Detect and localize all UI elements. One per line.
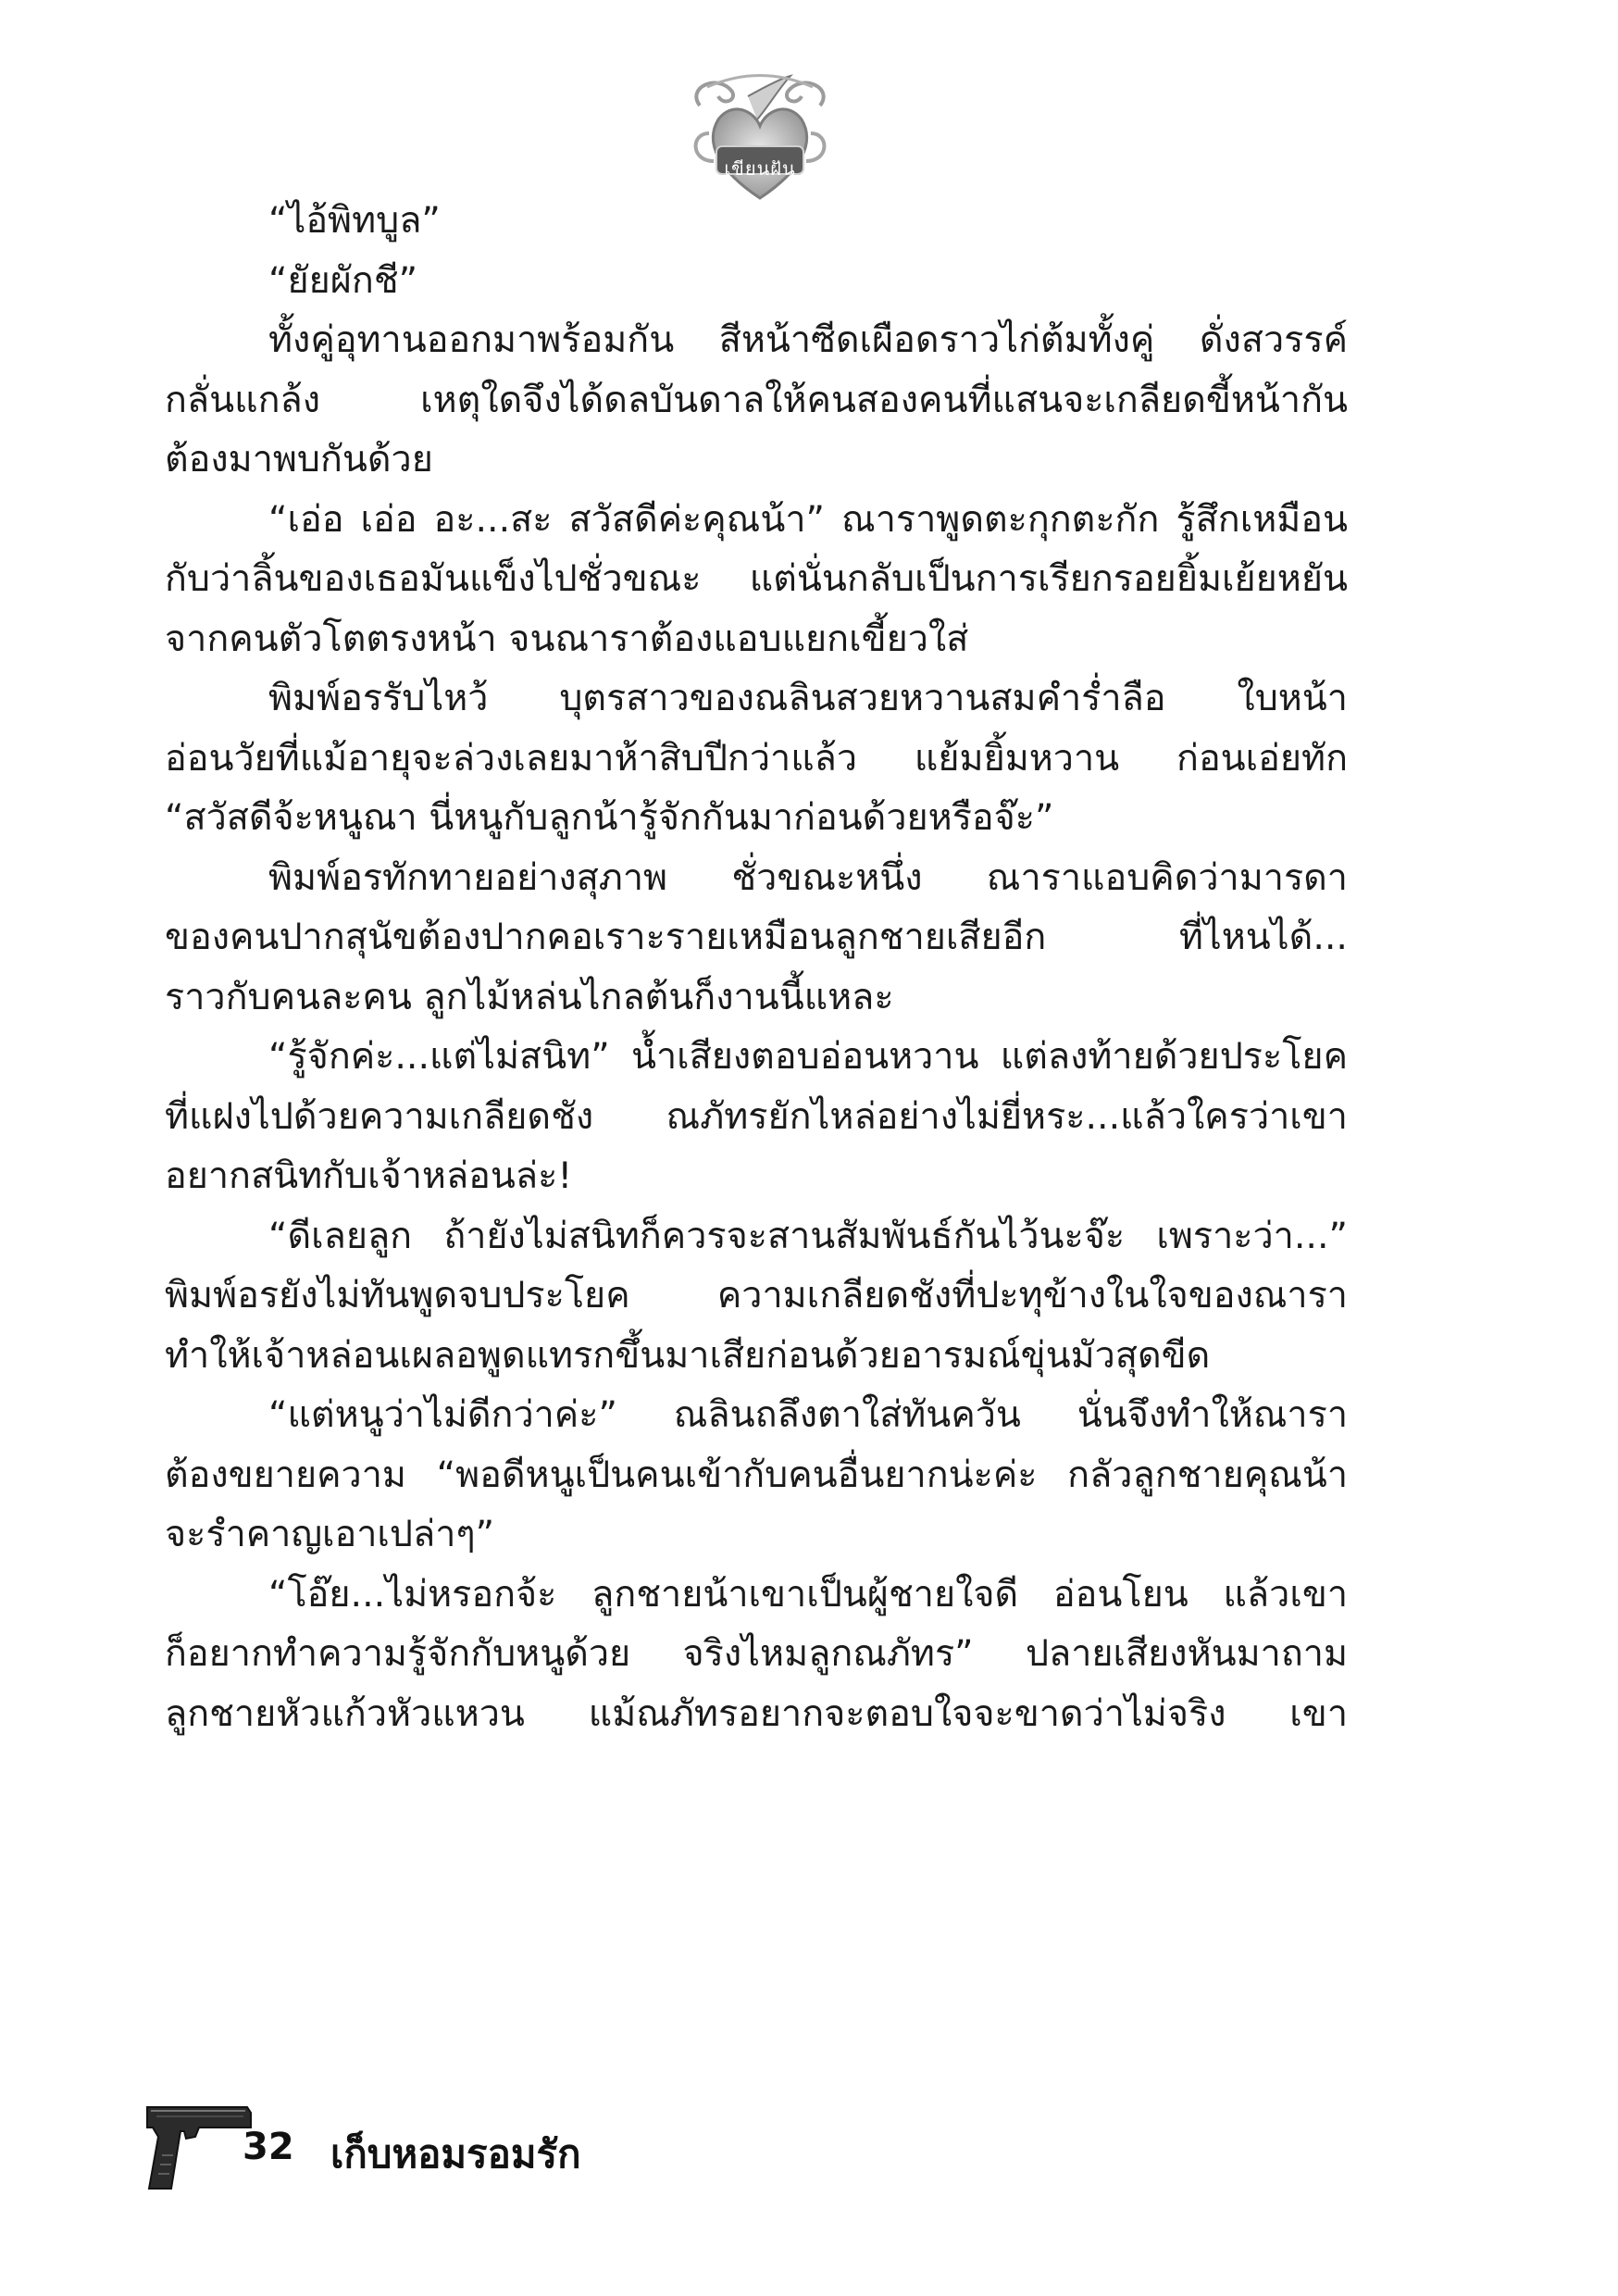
text-line: “โอ๊ย...ไม่หรอกจ้ะ ลูกชายน้าเขาเป็นผู้ชายใจดี อ่อนโยน แล้วเขา (268, 1572, 1348, 1616)
text-line: กลั่นแกล้ง เหตุใดจึงได้ดลบันดาลให้คนสองคนที่แสนจะเกลียดขี้หน้ากัน (165, 378, 1348, 421)
text-line: “แต่หนูว่าไม่ดีกว่าค่ะ” ณลินถลึงตาใส่ทันควัน นั่นจึงทำให้ณารา (268, 1393, 1348, 1436)
text-line: ทำให้เจ้าหล่อนเผลอพูดแทรกขึ้นมาเสียก่อนด้วยอารมณ์ขุ่นมัวสุดขีด (165, 1333, 1211, 1377)
ornament-icon (681, 69, 839, 206)
page-number: 32 (243, 2126, 294, 2168)
text-line: ต้องขยายความ “พอดีหนูเป็นคนเข้ากับคนอื่นยากน่ะค่ะ กลัวลูกชายคุณน้า (165, 1453, 1348, 1496)
text-line: พิมพ์อรทักทายอย่างสุภาพ ชั่วขณะหนึ่ง ณาราแอบคิดว่ามารดา (268, 855, 1348, 899)
text-line: “ไอ้พิทบูล” (268, 199, 441, 242)
body-text (165, 191, 1348, 1743)
text-line: จากคนตัวโตตรงหน้า จนณาราต้องแอบแยกเขี้ยวใส่ (165, 617, 969, 660)
text-line: ลูกชายหัวแก้วหัวแหวน แม้ณภัทรอยากจะตอบใจจะขาดว่าไม่จริง เขา (165, 1691, 1348, 1735)
text-line: “ยัยผักชี” (268, 258, 418, 302)
text-line: กับว่าลิ้นของเธอมันแข็งไปชั่วขณะ แต่นั่นกลับเป็นการเรียกรอยยิ้มเย้ยหยัน (165, 557, 1348, 600)
text-line: จะรำคาญเอาเปล่าๆ” (165, 1513, 495, 1555)
text-line: อ่อนวัยที่แม้อายุจะล่วงเลยมาห้าสิบปีกว่าแล้ว แย้มยิ้มหวาน ก่อนเอ่ยทัก (165, 736, 1348, 780)
text-line: พิมพ์อรยังไม่ทันพูดจบประโยค ความเกลียดชังที่ปะทุข้างในใจของณารา (165, 1274, 1348, 1316)
logo-text: เขียนฝัน (724, 157, 796, 180)
text-line: “รู้จักค่ะ...แต่ไม่สนิท” น้ำเสียงตอบอ่อนหวาน แต่ลงท้ายด้วยประโยค (268, 1035, 1348, 1078)
text-line: พิมพ์อรรับไหว้ บุตรสาวของณลินสวยหวานสมคำร่ำลือ ใบหน้า (268, 677, 1348, 719)
text-line: “ดีเลยลูก ถ้ายังไม่สนิทก็ควรจะสานสัมพันธ์กันไว้นะจ๊ะ เพราะว่า...” (268, 1214, 1348, 1257)
book-title: เก็บหอมรอมรัก (330, 2131, 581, 2177)
text-line: ก็อยากทำความรู้จักกับหนูด้วย จริงไหมลูกณภัทร” ปลายเสียงหันมาถาม (165, 1632, 1348, 1675)
pistol-icon (143, 2100, 255, 2192)
page-footer (143, 2100, 884, 2211)
text-line: ของคนปากสุนัขต้องปากคอเราะรายเหมือนลูกชายเสียอีก ที่ไหนได้... (165, 916, 1348, 958)
text-line: ทั้งคู่อุทานออกมาพร้อมกัน สีหน้าซีดเผือดราวไก่ต้มทั้งคู่ ดั่งสวรรค์ (268, 318, 1348, 361)
publisher-logo (681, 69, 839, 206)
text-line: ราวกับคนละคน ลูกไม้หล่นไกลต้นก็งานนี้แหละ (165, 975, 894, 1018)
text-line: อยากสนิทกับเจ้าหล่อนล่ะ! (165, 1154, 573, 1197)
text-line: ที่แฝงไปด้วยความเกลียดชัง ณภัทรยักไหล่อย่างไม่ยี่หระ...แล้วใครว่าเขา (165, 1094, 1348, 1138)
text-line: “สวัสดีจ้ะหนูณา นี่หนูกับลูกน้ารู้จักกันมาก่อนด้วยหรือจ๊ะ” (165, 796, 1054, 839)
text-line: ต้องมาพบกันด้วย (165, 438, 433, 480)
text-line: “เอ่อ เอ่อ อะ...สะ สวัสดีค่ะคุณน้า” ณาราพูดตะกุกตะกัก รู้สึกเหมือน (268, 497, 1348, 541)
